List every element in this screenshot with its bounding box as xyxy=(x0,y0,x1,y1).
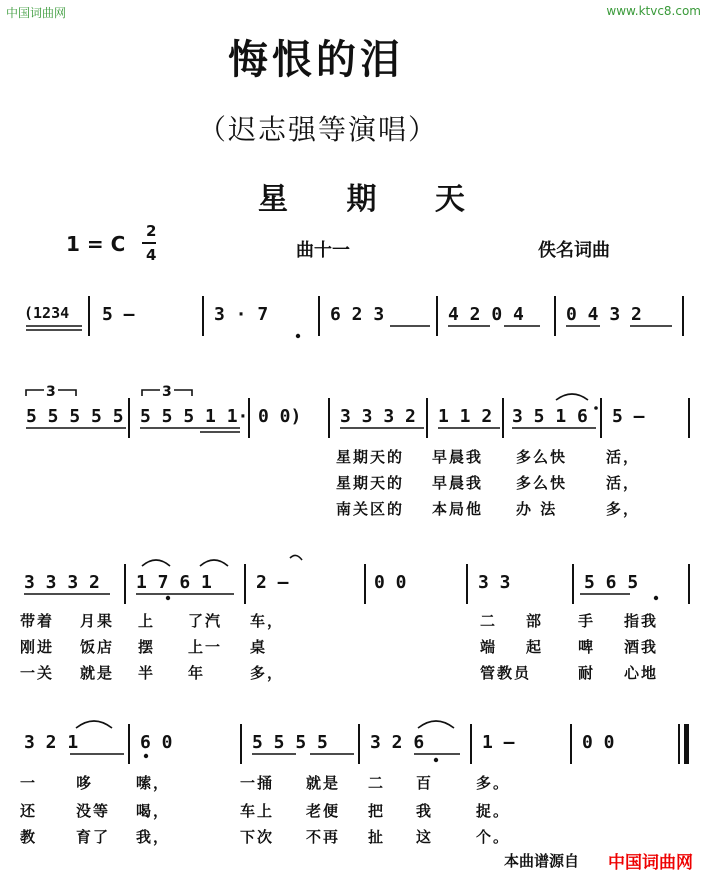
barline xyxy=(202,296,204,336)
barline xyxy=(124,564,126,604)
lyric: 二 xyxy=(480,612,498,630)
barline xyxy=(244,564,246,604)
barline xyxy=(364,564,366,604)
lyric: 部 xyxy=(526,612,544,630)
lyric: 多， xyxy=(606,500,641,518)
lyric: 就是 xyxy=(306,774,341,792)
lyric: 饭店 xyxy=(80,638,115,656)
measure: 3 · 7 xyxy=(214,304,269,325)
measure: 3 2 6 xyxy=(370,732,425,753)
final-barline-thick xyxy=(684,724,689,764)
lyric: 本局他 xyxy=(432,500,484,518)
measure: 5 5 5 5 xyxy=(252,732,328,753)
lyric: 不再 xyxy=(306,828,341,846)
lyric: 多， xyxy=(250,664,285,682)
lyric: 了汽 xyxy=(188,612,223,630)
score-line-1 xyxy=(18,296,694,336)
lyric: 星期天的 xyxy=(336,474,405,492)
barline xyxy=(248,398,250,438)
barline xyxy=(600,398,602,438)
lyric: 端 xyxy=(480,638,498,656)
lyric: 起 xyxy=(526,638,544,656)
lyric: 指我 xyxy=(624,612,659,630)
barline xyxy=(470,724,472,764)
measure: 3 3 3 2 xyxy=(340,406,416,427)
barline xyxy=(328,398,330,438)
measure: 6 0 xyxy=(140,732,173,753)
footer-site[interactable]: 中国词曲网 xyxy=(608,853,693,873)
lyric: 老便 xyxy=(306,802,341,820)
measure: 0 0 xyxy=(582,732,615,753)
barline xyxy=(572,564,574,604)
measure: 3 2 1 xyxy=(24,732,79,753)
lyric: 就是 xyxy=(80,664,115,682)
measure: 1 1 2 xyxy=(438,406,493,427)
subtitle: （迟志强等演唱） xyxy=(198,113,439,146)
lyric: 月果 xyxy=(80,612,115,630)
lyric: 啤 xyxy=(578,638,596,656)
watermark-right: www.ktvc8.com xyxy=(606,4,701,18)
tune-credit: 曲十一 xyxy=(296,240,350,261)
footer-source: 本曲谱源自 xyxy=(504,852,580,870)
measure: 3 3 xyxy=(478,572,511,593)
barline xyxy=(688,398,690,438)
measure: 6 2 3 xyxy=(330,304,385,325)
lyric: 没等 xyxy=(76,802,111,820)
lyric: 哆 xyxy=(76,774,94,792)
lyric: 耐 xyxy=(578,664,596,682)
barline xyxy=(502,398,504,438)
page-title: 悔恨的泪 xyxy=(228,37,404,83)
barline xyxy=(466,564,468,604)
lyric: 捉。 xyxy=(476,802,511,820)
lyric: 育了 xyxy=(76,828,111,846)
lyric: 刚进 xyxy=(20,638,55,656)
barline xyxy=(128,398,130,438)
lyric: 我 xyxy=(416,802,434,820)
intro-notes: (1234 xyxy=(24,304,70,322)
barline xyxy=(570,724,572,764)
measure: 4 2 0 4 xyxy=(448,304,524,325)
lyric: 一捅 xyxy=(240,774,275,792)
measure: 5 5 5 1 1· xyxy=(140,406,249,427)
lyric: 教 xyxy=(20,828,38,846)
measure: 2 — xyxy=(256,572,289,593)
lyric: 带着 xyxy=(20,612,55,630)
lyric: 手 xyxy=(578,612,596,630)
lyric: 二 xyxy=(368,774,386,792)
barline xyxy=(358,724,360,764)
score-line-2 xyxy=(18,398,694,438)
lyric: 南关区的 xyxy=(336,500,405,518)
barline xyxy=(128,724,130,764)
lyric: 个。 xyxy=(476,828,511,846)
lyric: 多么快 xyxy=(516,474,568,492)
triplet-mark: 3 xyxy=(162,384,172,400)
lyric: 早晨我 xyxy=(432,448,484,466)
lyric: 上 xyxy=(138,612,156,630)
time-sig-rule xyxy=(142,242,156,244)
lyric: 扯 xyxy=(368,828,386,846)
lyric: 桌 xyxy=(250,638,268,656)
lyric: 多。 xyxy=(476,774,511,792)
key-signature: 1 = C xyxy=(66,232,126,256)
measure: 1 — xyxy=(482,732,515,753)
lyric: 这 xyxy=(416,828,434,846)
measure: 5 — xyxy=(612,406,645,427)
lyric: 活， xyxy=(606,474,641,492)
lyric: 上一 xyxy=(188,638,223,656)
barline xyxy=(688,564,690,604)
measure: 3 5 1 6 xyxy=(512,406,588,427)
lyric: 一 xyxy=(20,774,38,792)
lyric: 车， xyxy=(250,612,285,630)
lyric: 百 xyxy=(416,774,434,792)
time-sig-den: 4 xyxy=(146,246,157,264)
lyric: 一关 xyxy=(20,664,55,682)
lyric: 酒我 xyxy=(624,638,659,656)
lyric: 年 xyxy=(188,664,206,682)
lyric: 星期天的 xyxy=(336,448,405,466)
measure: 5 6 5 xyxy=(584,572,639,593)
barline xyxy=(554,296,556,336)
lyric: 还 xyxy=(20,802,38,820)
lyric: 半 xyxy=(138,664,156,682)
measure: 5 — xyxy=(102,304,135,325)
barline xyxy=(318,296,320,336)
lyric: 车上 xyxy=(240,802,275,820)
barline xyxy=(88,296,90,336)
measure: 0 4 3 2 xyxy=(566,304,642,325)
lyric: 喝， xyxy=(136,802,171,820)
song-title: 星 期 天 xyxy=(258,182,489,217)
lyric: 嗦， xyxy=(136,774,171,792)
measure: 1 7 6 1 xyxy=(136,572,212,593)
triplet-mark: 3 xyxy=(46,384,56,400)
lyric: 活， xyxy=(606,448,641,466)
barline xyxy=(240,724,242,764)
barline xyxy=(436,296,438,336)
lyric: 把 xyxy=(368,802,386,820)
lyric: 下次 xyxy=(240,828,275,846)
lyric: 多么快 xyxy=(516,448,568,466)
lyric: 心地 xyxy=(624,664,659,682)
measure: 0 0) xyxy=(258,406,302,427)
time-sig-num: 2 xyxy=(146,222,157,240)
barline xyxy=(426,398,428,438)
lyric: 我， xyxy=(136,828,171,846)
score-line-4 xyxy=(18,724,694,764)
measure: 0 0 xyxy=(374,572,407,593)
lyric: 摆 xyxy=(138,638,156,656)
lyric: 管教员 xyxy=(480,664,532,682)
barline xyxy=(682,296,684,336)
measure: 5 5 5 5 5 xyxy=(26,406,124,427)
author-credit: 佚名词曲 xyxy=(538,240,610,261)
lyric: 办 法 xyxy=(516,500,558,518)
watermark-left: 中国词曲网 xyxy=(6,6,67,20)
lyric: 早晨我 xyxy=(432,474,484,492)
final-barline-thin xyxy=(678,724,680,764)
score-line-3 xyxy=(18,564,694,604)
measure: 3 3 3 2 xyxy=(24,572,100,593)
